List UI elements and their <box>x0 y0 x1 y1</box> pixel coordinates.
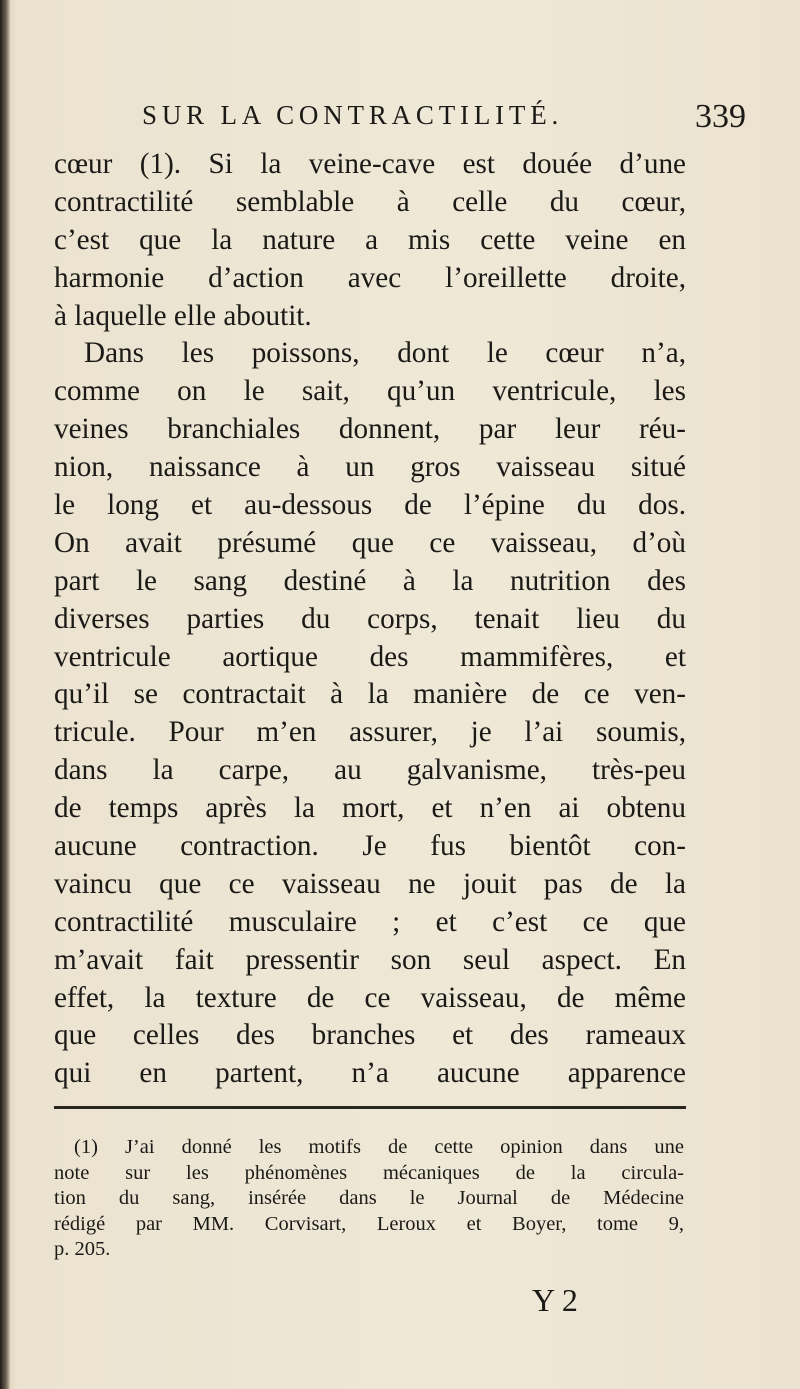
text-line: qu’il se contractait à la manière de ce ven- <box>54 678 686 711</box>
text-line: c’est que la nature a mis cette veine en <box>54 223 686 256</box>
text-line: vaincu que ce vaisseau ne jouit pas de la <box>54 867 686 900</box>
footnote <box>54 1135 684 1263</box>
footnote-line: rédigé par MM. Corvisart, Leroux et Boyer, tome 9, <box>54 1212 684 1235</box>
footnote-line: tion du sang, insérée dans le Journal de Médecine <box>54 1187 684 1210</box>
text-line: à laquelle elle aboutit. <box>54 299 312 332</box>
footnote-line: p. 205. <box>54 1238 111 1261</box>
text-line: Dans les poissons, dont le cœur n’a, <box>84 337 686 370</box>
text-line: nion, naissance à un gros vaisseau situé <box>54 451 686 484</box>
text-line: ventricule aortique des mammifères, et <box>54 640 686 673</box>
body-text <box>54 146 686 1093</box>
text-line: m’avait fait pressentir son seul aspect. En <box>54 943 686 976</box>
text-line: effet, la texture de ce vaisseau, de même <box>54 981 686 1014</box>
page-header <box>54 100 754 146</box>
footnote-separator <box>54 1106 686 1109</box>
text-line: de temps après la mort, et n’en ai obtenu <box>54 792 686 825</box>
page-number: 339 <box>695 98 746 135</box>
text-line: On avait présumé que ce vaisseau, d’où <box>54 526 686 559</box>
book-spine-shadow <box>0 0 10 1389</box>
running-title: SUR LA CONTRACTILITÉ. <box>142 100 564 130</box>
footnote-line: (1) J’ai donné les motifs de cette opinion dans une <box>74 1136 684 1158</box>
text-line: contractilité musculaire ; et c’est ce que <box>54 905 686 938</box>
text-line: part le sang destiné à la nutrition des <box>54 564 686 597</box>
text-line: veines branchiales donnent, par leur réu- <box>54 413 686 446</box>
text-line: contractilité semblable à celle du cœur, <box>54 185 686 218</box>
text-line: diverses parties du corps, tenait lieu du <box>54 602 686 635</box>
text-line: le long et au-dessous de l’épine du dos. <box>54 489 686 522</box>
text-line: que celles des branches et des rameaux <box>54 1019 686 1052</box>
text-line: cœur (1). Si la veine-cave est douée d’une <box>54 148 686 180</box>
signature-mark: Y 2 <box>532 1282 578 1318</box>
text-line: qui en partent, n’a aucune apparence <box>54 1057 686 1090</box>
text-line: comme on le sait, qu’un ventricule, les <box>54 375 686 408</box>
text-line: aucune contraction. Je fus bientôt con- <box>54 830 686 863</box>
footnote-line: note sur les phénomènes mécaniques de la circula- <box>54 1161 684 1184</box>
text-line: harmonie d’action avec l’oreillette droite, <box>54 261 686 294</box>
text-line: dans la carpe, au galvanisme, très-peu <box>54 754 686 787</box>
text-line: tricule. Pour m’en assurer, je l’ai soumis, <box>54 716 686 749</box>
